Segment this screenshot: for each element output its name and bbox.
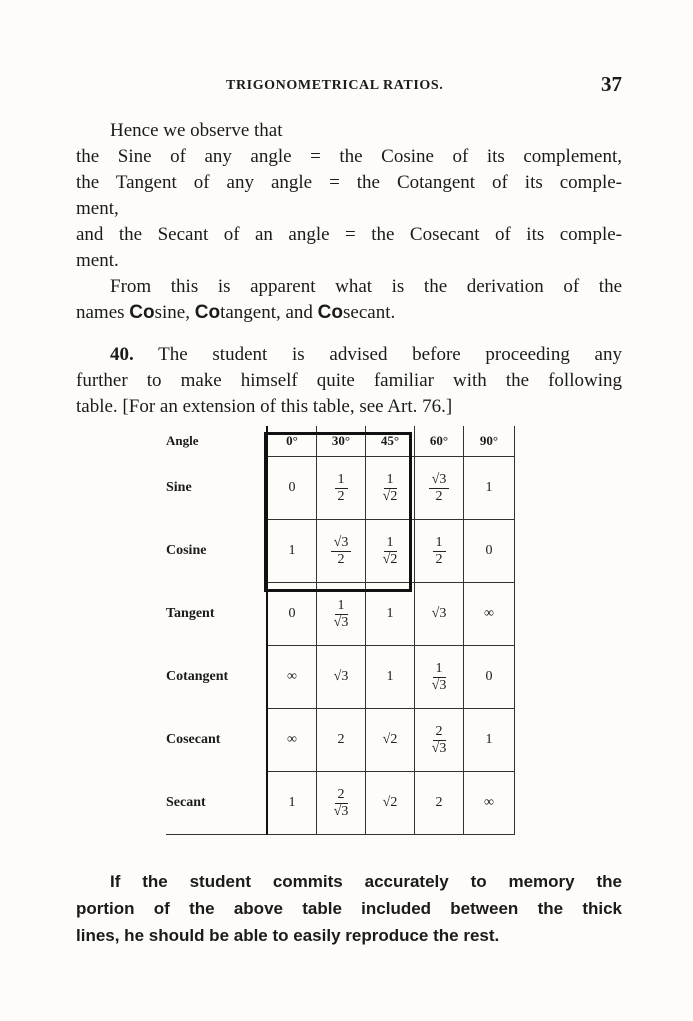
ratio-cell (415, 520, 464, 583)
closing-line-1: If the student commits accurately to memory the (110, 872, 622, 891)
ratio-value: √3 (431, 606, 447, 621)
fraction-denominator: √3 (431, 677, 447, 693)
fraction-denominator: √2 (382, 488, 398, 504)
ratio-value: ∞ (484, 606, 494, 621)
derivation-rest-1: sine, (154, 302, 195, 323)
derivation-line-2 (76, 300, 622, 326)
ratio-cell (267, 583, 317, 646)
ratio-fraction (380, 472, 401, 504)
closing-line-3: lines, he should be able to easily reproduce the rest. (76, 926, 500, 945)
ratio-value: 0 (485, 669, 493, 684)
ratio-value: 1 (485, 732, 493, 747)
page-header (76, 72, 622, 98)
co-prefix-2: Co (194, 302, 221, 323)
ratio-value: 1 (386, 606, 394, 621)
ratio-value: 1 (485, 480, 493, 495)
ratio-cell (464, 772, 515, 835)
angle-col-0: 0° (267, 426, 317, 457)
ratio-value: 1 (386, 669, 394, 684)
derivation-line-1: From this is apparent what is the derivation of the (110, 276, 622, 297)
ratio-fraction (429, 724, 450, 756)
co-prefix-3: Co (317, 302, 343, 323)
ratio-value: ∞ (287, 669, 297, 684)
article-line-3: table. [For an extension of this table, see Art. 76.] (76, 396, 453, 417)
ratio-fraction (335, 472, 348, 504)
angle-col-30: 30° (317, 426, 366, 457)
ratio-cell (464, 709, 515, 772)
row-label: Secant (166, 772, 267, 835)
ratio-value: 2 (435, 795, 443, 810)
row-label: Cosine (166, 543, 207, 558)
intro-line-1: Hence we observe that (110, 120, 283, 141)
table-row (166, 709, 515, 772)
ratio-value: 0 (288, 480, 296, 495)
table-header-row (166, 426, 515, 457)
page-number: 37 (601, 72, 622, 96)
fraction-denominator: 2 (435, 488, 443, 504)
fraction-numerator: √3 (331, 535, 352, 551)
ratio-cell (317, 457, 366, 520)
co-prefix-1: Co (129, 302, 155, 323)
ratio-cell (366, 709, 415, 772)
ratio-value: ∞ (484, 795, 494, 810)
row-label: Cosecant (166, 732, 221, 747)
ratio-cell (317, 583, 366, 646)
row-label: Sine (166, 480, 192, 495)
ratio-cell (317, 520, 366, 583)
derivation-rest-2: tangent, and (220, 302, 318, 323)
ratio-cell (366, 583, 415, 646)
ratio-cell (267, 520, 317, 583)
ratio-value: ∞ (287, 732, 297, 747)
derivation-rest-3: secant. (343, 302, 396, 323)
fraction-numerator: √3 (429, 472, 450, 488)
ratio-fraction (331, 598, 352, 630)
ratio-fraction (380, 535, 401, 567)
fraction-numerator: 1 (384, 472, 397, 488)
fraction-numerator: 1 (433, 661, 446, 677)
ratio-value: 1 (288, 795, 296, 810)
ratio-fraction (429, 472, 450, 504)
article-line-2: further to make himself quite familiar with the following (76, 370, 622, 391)
ratio-cell (415, 646, 464, 709)
running-title: TRIGONOMETRICAL RATIOS. (226, 78, 444, 93)
fraction-denominator: 2 (337, 551, 345, 567)
intro-line-3: the Tangent of any angle = the Cotangent of its comple- (76, 172, 622, 193)
ratio-cell (415, 709, 464, 772)
ratio-value: 1 (288, 543, 296, 558)
fraction-numerator: 1 (335, 598, 348, 614)
ratio-cell (464, 457, 515, 520)
ratio-cell (415, 457, 464, 520)
fraction-numerator: 1 (384, 535, 397, 551)
article-number: 40. (110, 344, 134, 365)
ratio-cell (317, 709, 366, 772)
intro-line-4: ment, (76, 198, 119, 219)
table-row (166, 583, 515, 646)
intro-line-6: ment. (76, 250, 119, 271)
angle-header-label: Angle (166, 433, 199, 449)
ratio-cell (267, 457, 317, 520)
ratio-cell (366, 646, 415, 709)
angle-col-45: 45° (366, 426, 415, 457)
angle-col-60: 60° (415, 426, 464, 457)
ratio-cell (267, 772, 317, 835)
ratio-value: √3 (333, 669, 349, 684)
ratio-cell (267, 709, 317, 772)
angle-col-90: 90° (464, 426, 515, 457)
closing-paragraph (76, 868, 622, 949)
intro-line-5: and the Secant of an angle = the Cosecant of its comple- (76, 224, 622, 245)
ratio-fraction (433, 535, 446, 567)
ratio-cell (366, 520, 415, 583)
article-line-1-text: The student is advised before proceeding any (133, 344, 622, 365)
ratio-cell (317, 646, 366, 709)
article-line-1 (110, 342, 622, 368)
derivation-prefix: names (76, 302, 130, 323)
closing-line-2: portion of the above table included between the thick (76, 899, 622, 918)
table-row (166, 457, 515, 520)
ratio-value: √2 (382, 732, 398, 747)
ratio-cell (415, 583, 464, 646)
fraction-numerator: 2 (433, 724, 446, 740)
fraction-denominator: 2 (337, 488, 345, 504)
ratio-fraction (331, 787, 352, 819)
table-row (166, 772, 515, 835)
ratio-value: 0 (288, 606, 296, 621)
ratio-value: √2 (382, 795, 398, 810)
row-label: Tangent (166, 606, 215, 621)
fraction-denominator: √3 (333, 803, 349, 819)
ratio-cell (464, 646, 515, 709)
ratio-cell (464, 520, 515, 583)
row-label: Cotangent (166, 669, 229, 684)
fraction-denominator: √3 (431, 740, 447, 756)
fraction-numerator: 1 (433, 535, 446, 551)
fraction-denominator: √3 (333, 614, 349, 630)
ratio-cell (415, 772, 464, 835)
fraction-denominator: √2 (382, 551, 398, 567)
ratio-cell (267, 646, 317, 709)
table-row (166, 646, 515, 709)
ratio-fraction (429, 661, 450, 693)
fraction-numerator: 1 (335, 472, 348, 488)
intro-line-2: the Sine of any angle = the Cosine of its complement, (76, 146, 622, 167)
ratio-cell (366, 772, 415, 835)
ratio-cell (464, 583, 515, 646)
ratio-value: 0 (485, 543, 493, 558)
ratio-cell (317, 772, 366, 835)
table-row (166, 520, 515, 583)
trig-ratio-table (166, 426, 515, 835)
fraction-denominator: 2 (435, 551, 443, 567)
ratio-cell (366, 457, 415, 520)
ratio-value: 2 (337, 732, 345, 747)
fraction-numerator: 2 (335, 787, 348, 803)
ratio-fraction (331, 535, 352, 567)
